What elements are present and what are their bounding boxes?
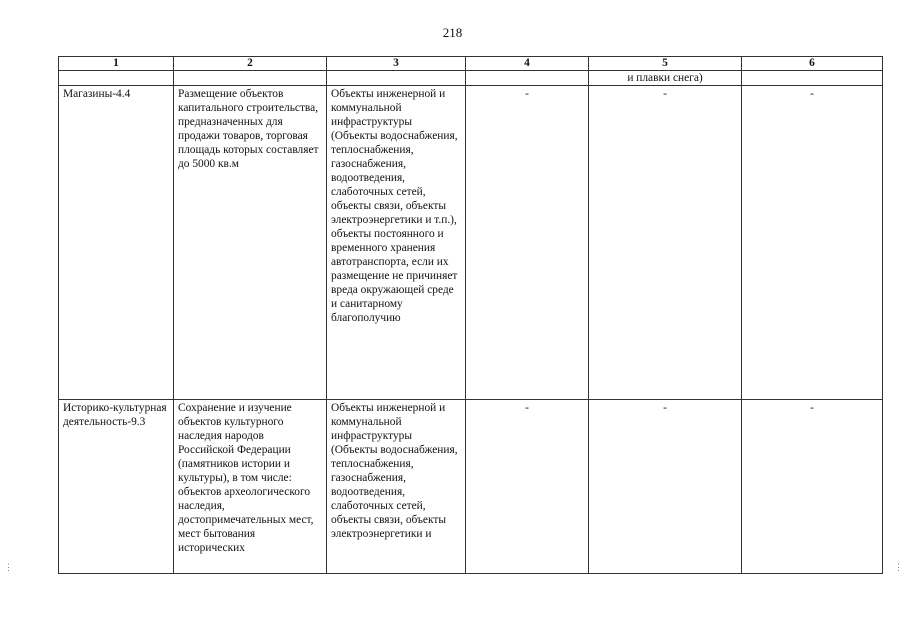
use-description-cell: Размещение объектов капитального строительства, предназначенных для продажи товаров, торговая площадь которых составляет до 5000 кв.м	[174, 86, 327, 400]
cell-col5: -	[589, 400, 742, 574]
scan-edge-mark-right: ⋮	[894, 562, 903, 572]
auxiliary-use-cell: Объекты инженерной и коммунальной инфраструктуры (Объекты водоснабжения, теплоснабжения, газоснабжения, водоотведения, слаботочных сетей, объекты связи, объекты электроэнергетики и т.п.), объекты постоянного и временного хранения автотранспорта, если их размещение не причиняет вреда окружающей среде и санитарному благополучию	[327, 86, 466, 400]
cell-col4: -	[466, 86, 589, 400]
column-header-3: 3	[327, 57, 466, 71]
column-header-4: 4	[466, 57, 589, 71]
cell-col4: -	[466, 400, 589, 574]
land-use-table	[58, 56, 883, 574]
continuation-cell-2	[174, 71, 327, 86]
continuation-cell-3	[327, 71, 466, 86]
column-header-6: 6	[742, 57, 883, 71]
cell-col6: -	[742, 400, 883, 574]
column-header-1: 1	[59, 57, 174, 71]
use-type-cell: Историко-культурная деятельность-9.3	[59, 400, 174, 574]
use-description-cell: Сохранение и изучение объектов культурного наследия народов Российской Федерации (памятников истории и культуры), в том числе: объектов археологического наследия, достопримечательных мест, мест бытования исторических	[174, 400, 327, 574]
table-row	[59, 86, 883, 400]
continuation-cell-4	[466, 71, 589, 86]
cell-col5: -	[589, 86, 742, 400]
use-type-cell: Магазины-4.4	[59, 86, 174, 400]
column-header-2: 2	[174, 57, 327, 71]
continuation-cell-6	[742, 71, 883, 86]
cell-col6: -	[742, 86, 883, 400]
auxiliary-use-cell: Объекты инженерной и коммунальной инфраструктуры (Объекты водоснабжения, теплоснабжения, газоснабжения, водоотведения, слаботочных сетей, объекты связи, объекты электроэнергетики и	[327, 400, 466, 574]
continuation-cell-1	[59, 71, 174, 86]
page-number: 218	[442, 25, 463, 40]
column-header-5: 5	[589, 57, 742, 71]
continuation-row	[59, 71, 883, 86]
scan-edge-mark-left: ⋮	[4, 562, 13, 572]
table-row	[59, 400, 883, 574]
header-row	[59, 57, 883, 71]
continuation-cell-5: и плавки снега)	[589, 71, 742, 86]
